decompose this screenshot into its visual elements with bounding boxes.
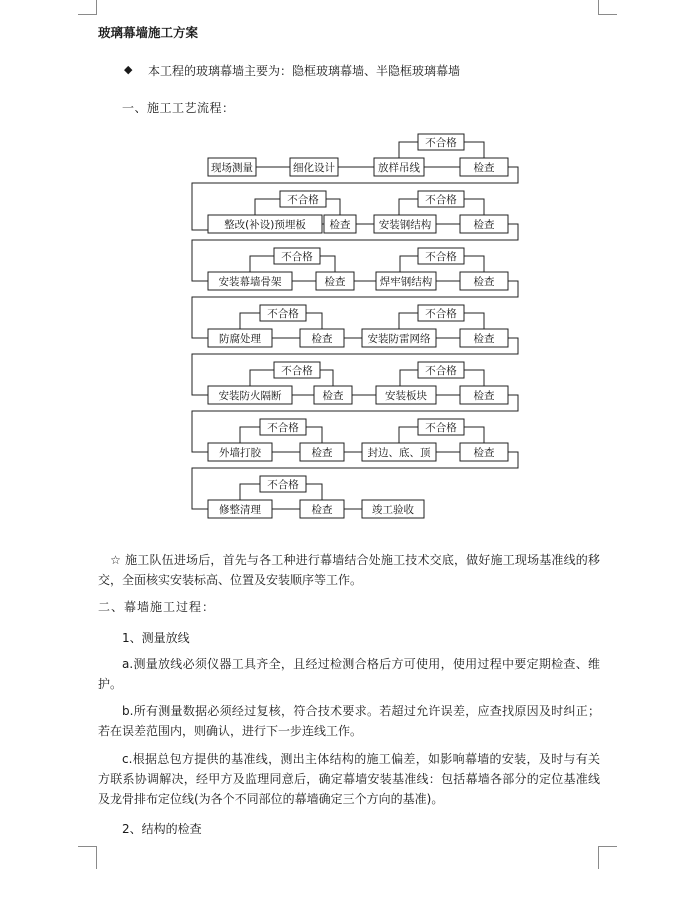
flow-check: 检查 xyxy=(473,162,495,174)
flow-step: 安装幕墙骨架 xyxy=(218,276,282,288)
flow-step: 封边、底、顶 xyxy=(367,447,431,459)
flow-fail: 不合格 xyxy=(425,365,457,377)
flow-fail: 不合格 xyxy=(267,422,299,434)
flow-check: 检查 xyxy=(324,276,346,288)
flow-fail: 不合格 xyxy=(287,194,319,206)
paragraph-site-handover xyxy=(98,550,600,590)
paragraph-a xyxy=(98,654,600,694)
diamond-bullet-icon: ◆ xyxy=(124,63,133,76)
document-title: 玻璃幕墙施工方案 xyxy=(98,25,199,40)
intro-text: 本工程的玻璃幕墙主要为：隐框玻璃幕墙、半隐框玻璃幕墙 xyxy=(148,64,461,78)
flow-step: 安装防雷网络 xyxy=(367,333,431,345)
flow-fail: 不合格 xyxy=(425,137,457,149)
flow-fail: 不合格 xyxy=(267,479,299,491)
flow-check: 检查 xyxy=(311,504,333,516)
flow-check: 检查 xyxy=(473,276,495,288)
paragraph-b xyxy=(98,701,600,741)
flow-check: 检查 xyxy=(311,333,333,345)
flow-check: 检查 xyxy=(322,390,344,402)
flow-step: 整改(补设)预埋板 xyxy=(224,219,306,231)
flow-step: 修整清理 xyxy=(219,504,261,516)
flow-row-4 xyxy=(192,305,518,395)
section-heading-construction-process: 二、幕墙施工过程： xyxy=(98,600,216,614)
flow-fail: 不合格 xyxy=(267,308,299,320)
flow-check: 检查 xyxy=(311,447,333,459)
flow-step: 现场测量 xyxy=(211,162,253,174)
flow-check: 检查 xyxy=(473,447,495,459)
section-heading-process-flow: 一、施工工艺流程： xyxy=(122,101,235,115)
flow-step: 竣工验收 xyxy=(372,504,414,516)
flow-row-3 xyxy=(192,248,518,338)
paragraph-c xyxy=(98,749,600,809)
flow-row-2 xyxy=(192,191,518,281)
flow-check: 检查 xyxy=(329,219,351,231)
paragraph-text: 施工队伍进场后，首先与各工种进行幕墙结合处施工技术交底，做好施工现场基准线的移交，全面核实安装标高、位置及安装顺序等工作。 xyxy=(98,553,600,587)
flow-row-7 xyxy=(208,476,424,518)
flow-check: 检查 xyxy=(473,390,495,402)
flow-fail: 不合格 xyxy=(281,251,313,263)
flow-row-6 xyxy=(192,419,518,509)
flow-row-5 xyxy=(192,362,518,452)
flow-step: 焊牢钢结构 xyxy=(379,276,433,288)
crop-mark-bottom-right xyxy=(598,846,617,869)
flow-step: 防腐处理 xyxy=(219,333,261,345)
flow-step: 安装钢结构 xyxy=(378,219,432,231)
flow-fail: 不合格 xyxy=(425,251,457,263)
flow-step: 外墙打胶 xyxy=(219,447,261,459)
flow-fail: 不合格 xyxy=(425,308,457,320)
flow-fail: 不合格 xyxy=(281,365,313,377)
paragraph-text: a.测量放线必须仪器工具齐全，且经过检测合格后方可使用，使用过程中要定期检查、维护。 xyxy=(98,657,600,691)
star-bullet-icon: ☆ xyxy=(110,553,122,567)
flow-fail: 不合格 xyxy=(425,194,457,206)
subheading-structure-check: 2、结构的检查 xyxy=(122,822,202,836)
flow-fail: 不合格 xyxy=(425,422,457,434)
flow-step: 细化设计 xyxy=(293,162,335,174)
flow-step: 放样吊线 xyxy=(378,162,420,174)
paragraph-text: c.根据总包方提供的基准线，测出主体结构的施工偏差，如影响幕墙的安装，及时与有关方联系协调解决，经甲方及监理同意后，确定幕墙安装基准线：包括幕墙各部分的定位基准线及龙骨排布定位线(为各个不同部位的幕墙确定三个方向的基准)。 xyxy=(98,752,600,806)
flow-check: 检查 xyxy=(473,333,495,345)
flow-step: 安装板块 xyxy=(385,390,427,402)
paragraph-text: b.所有测量数据必须经过复核，符合技术要求。若超过允许误差，应查找原因及时纠正；若在误差范围内，则确认，进行下一步连线工作。 xyxy=(98,704,600,738)
flow-check: 检查 xyxy=(473,219,495,231)
flow-step: 安装防火隔断 xyxy=(218,390,282,402)
subheading-survey: 1、测量放线 xyxy=(122,631,190,645)
crop-mark-bottom-left xyxy=(78,846,97,869)
